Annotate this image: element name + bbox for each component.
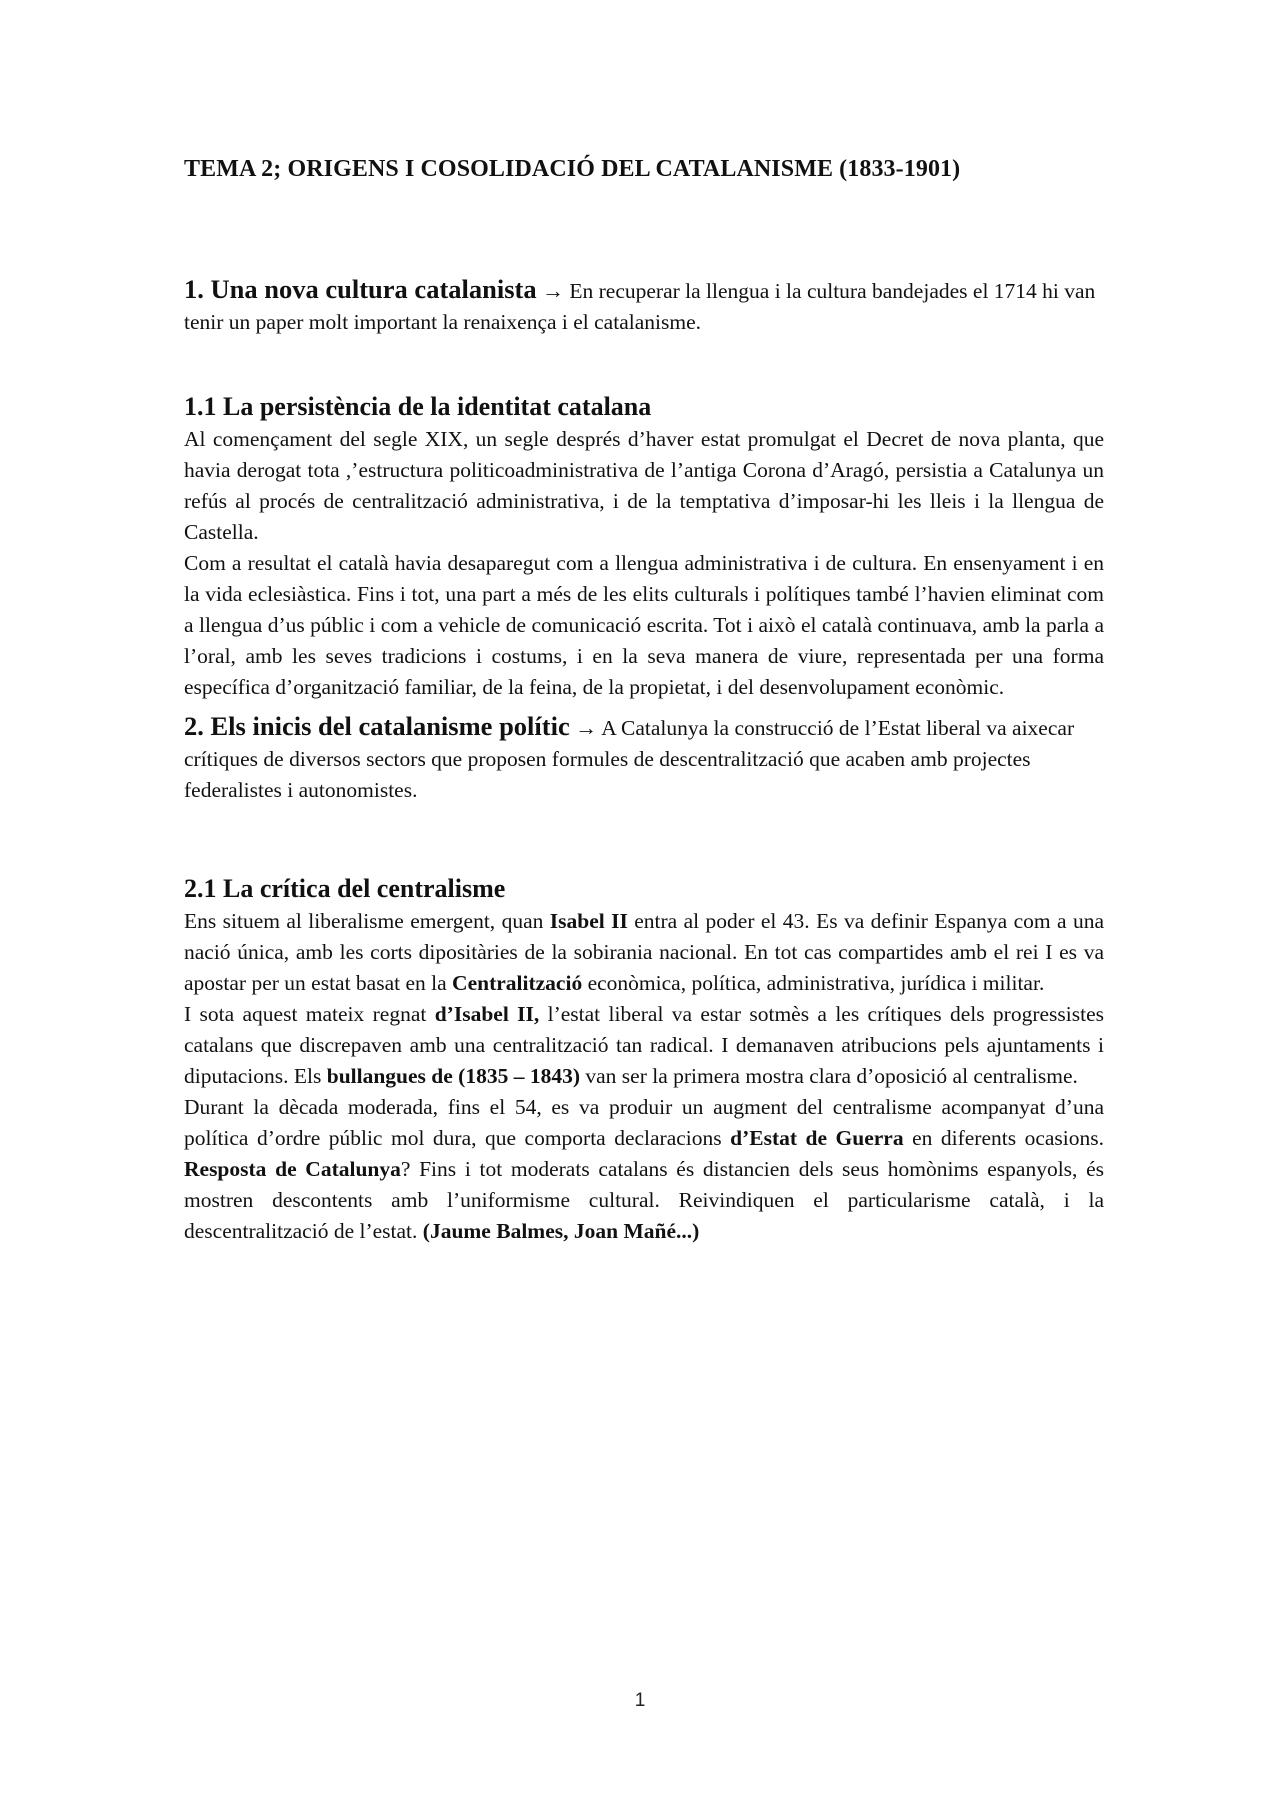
section-2-heading: 2. Els inicis del catalanisme polític bbox=[184, 711, 570, 741]
subsection-2-1-heading: 2.1 La crítica del centralisme bbox=[184, 874, 506, 903]
section-2-text: A Catalunya la construcció de l’Estat liberal va aixecar crítiques de diversos sectors que proposen formules de descentralització que acaben amb projectes federalistes i autonomistes. bbox=[184, 716, 1075, 802]
subsection-2-1-paragraph-1 bbox=[184, 906, 1104, 999]
document-content bbox=[184, 152, 1104, 1247]
subsection-2-1-paragraph-2 bbox=[184, 999, 1104, 1092]
section-1-text: En recuperar la llengua i la cultura bandejades el 1714 hi van tenir un paper molt important la renaixença i el catalanisme. bbox=[184, 279, 1096, 334]
bold-run: d’Estat de Guerra bbox=[730, 1126, 904, 1150]
bold-run: Resposta de Catalunya bbox=[184, 1157, 401, 1181]
text-run: Durant la dècada moderada, fins el 54, es va produir un augment del centralisme acompanyat d’una política d’ordre públic mol dura, que comporta declaracions bbox=[184, 1095, 1104, 1150]
subsection-1-1-paragraph-1: Al començament del segle XIX, un segle després d’haver estat promulgat el Decret de nova planta, que havia derogat tota ,’estructura politicoadministrativa de l’antiga Corona d’Aragó, persistia a Catalunya un refús al procés de centralització administrativa, i de la temptativa d’imposar-hi les lleis i la llengua de Castella. bbox=[184, 427, 1104, 544]
bold-run: Centralització bbox=[452, 971, 583, 995]
text-run: ? Fins i tot moderats catalans és distancien dels seus homònims espanyols, és mostren descontents amb l’uniformisme cultural. Reivindiquen el particularisme català, i la descentralització de l’estat. bbox=[184, 1157, 1105, 1243]
text-run: en diferents ocasions. bbox=[903, 1126, 1105, 1150]
arrow-right-icon: → bbox=[542, 278, 564, 303]
subsection-1-1-heading: 1.1 La persistència de la identitat catalana bbox=[184, 392, 652, 421]
subsection-1-1-paragraph-2: Com a resultat el català havia desaparegut com a llengua administrativa i de cultura. En ensenyament i en la vida eclesiàstica. Fins i tot, una part a més de les elits culturals i polítiques també l’havien eliminat com a llengua d’us públic i com a vehicle de comunicació escrita. Tot i això el català continuava, amb la parla a l’oral, amb les seves tradicions i costums, i en la seva manera de viure, representada per una forma específica d’organització familiar, de la feina, de la propietat, i del desenvolupament econòmic. bbox=[184, 551, 1104, 699]
arrow-right-icon: → bbox=[575, 715, 598, 740]
subsection-2-1-paragraph-3 bbox=[184, 1092, 1104, 1247]
text-run: econòmica, política, administrativa, jurídica i militar. bbox=[582, 971, 1045, 995]
bold-run: (Jaume Balmes, Joan Mañé...) bbox=[422, 1219, 700, 1243]
bold-run: d’Isabel II, bbox=[434, 1002, 540, 1026]
text-run: entra al poder el 43. Es va definir Espanya com a una nació única, amb les corts dipositàries de la sobirania nacional. En tot cas compartides amb el rei I es va apostar per un estat basat en la bbox=[184, 909, 1104, 995]
text-run: l’estat liberal va estar sotmès a les crítiques dels progressistes catalans que discrepaven amb una centralització tan radical. I demanaven atribucions pels ajuntaments i diputacions. Els bbox=[184, 1002, 1105, 1088]
bold-run: Isabel II bbox=[549, 909, 628, 933]
section-1 bbox=[184, 274, 1104, 338]
bold-run: bullangues de (1835 – 1843) bbox=[326, 1064, 580, 1088]
text-run: I sota aquest mateix regnat bbox=[184, 1002, 435, 1026]
document-title: TEMA 2; ORIGENS I COSOLIDACIÓ DEL CATALANISME (1833-1901) bbox=[184, 156, 961, 182]
text-run: van ser la primera mostra clara d’oposició al centralisme. bbox=[580, 1064, 1078, 1088]
text-run: Ens situem al liberalisme emergent, quan bbox=[184, 909, 550, 933]
page-number: 1 bbox=[634, 1690, 646, 1711]
section-2 bbox=[184, 711, 1104, 806]
section-1-heading: 1. Una nova cultura catalanista bbox=[184, 274, 537, 304]
